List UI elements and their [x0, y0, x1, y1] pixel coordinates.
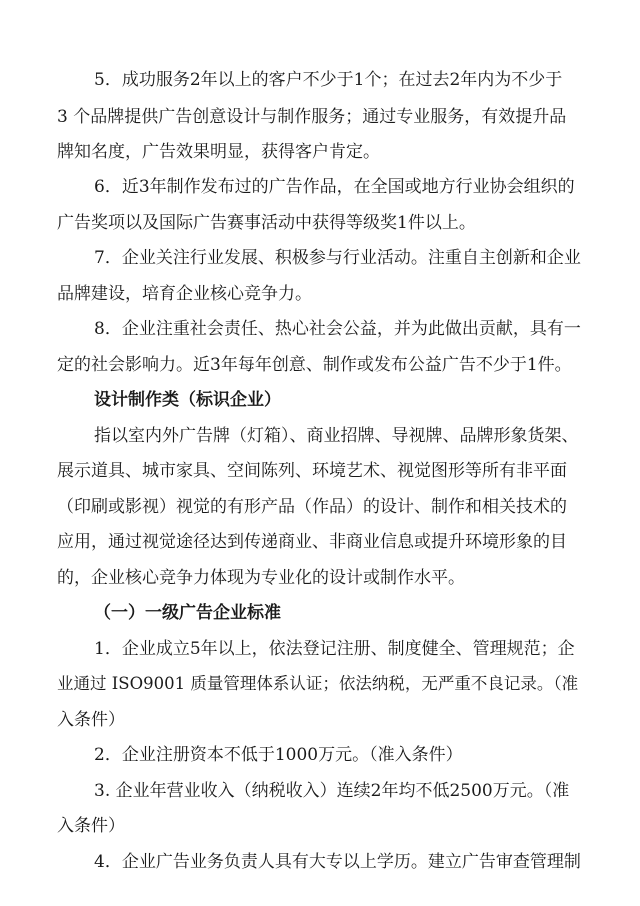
text-line: 品牌建设，培育企业核心竞争力。 [57, 284, 312, 304]
text-line: 应用，通过视觉途径达到传递商业、非商业信息或提升环境形象的目 [57, 532, 567, 552]
text-line: 7．企业关注行业发展、积极参与行业活动。注重自主创新和企业 [94, 248, 581, 268]
text-line: 1．企业成立5年以上，依法登记注册、制度健全、管理规范；企 [94, 639, 575, 659]
text-line: 8．企业注重社会责任、热心社会公益，并为此做出贡献，具有一 [94, 319, 581, 339]
text-line: 展示道具、城市家具、空间陈列、环境艺术、视觉图形等所有非平面 [57, 461, 567, 481]
text-line: 入条件） [57, 710, 125, 730]
text-line: 5．成功服务2年以上的客户不少于1个；在过去2年内为不少于 [94, 70, 563, 90]
text-line: 6．近3年制作发布过的广告作品，在全国或地方行业协会组织的 [94, 177, 575, 197]
text-line: 指以室内外广告牌（灯箱）、商业招牌、导视牌、品牌形象货架、 [94, 426, 579, 446]
text-line: 定的社会影响力。近3年每年创意、制作或发布公益广告不少于1件。 [57, 355, 572, 375]
text-line: 3. 企业年营业收入（纳税收入）连续2年均不低2500万元。（准 [94, 781, 570, 801]
text-line: 的，企业核心竞争力体现为专业化的设计或制作水平。 [57, 568, 465, 588]
text-line: 2．企业注册资本不低于1000万元。（准入条件） [94, 745, 463, 765]
section-heading: 设计制作类（标识企业） [94, 390, 281, 410]
text-line: 业通过 ISO9001 质量管理体系认证；依法纳税，无严重不良记录。（准 [57, 674, 579, 693]
text-line: 3 个品牌提供广告创意设计与制作服务；通过专业服务，有效提升品 [57, 107, 567, 127]
text-line: 牌知名度，广告效果明显，获得客户肯定。 [57, 142, 380, 162]
text-line: 4．企业广告业务负责人具有大专以上学历。建立广告审查管理制 [94, 852, 581, 872]
text-line: （印刷或影视）视觉的有形产品（作品）的设计、制作和相关技术的 [57, 497, 567, 517]
subsection-heading: （一）一级广告企业标准 [94, 603, 281, 623]
text-line: 广告奖项以及国际广告赛事活动中获得等级奖1件以上。 [57, 213, 476, 233]
text-line: 入条件） [57, 816, 125, 836]
